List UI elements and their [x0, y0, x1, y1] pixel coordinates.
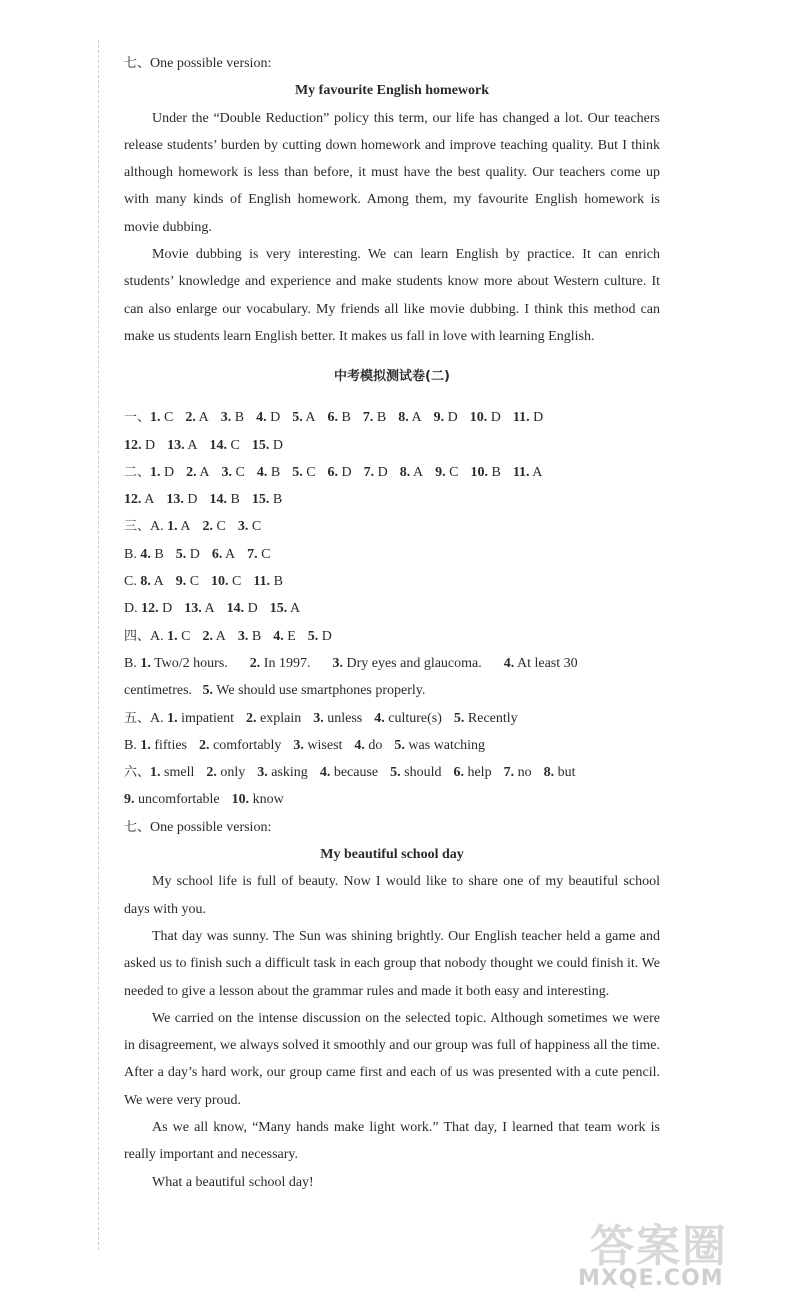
- answer-value: C: [189, 574, 200, 590]
- answer-item: [435, 465, 458, 480]
- answer-value: know: [252, 792, 284, 808]
- answer-item: [332, 656, 481, 671]
- answer-number: 3.: [237, 519, 249, 535]
- essay1-paragraph-1: Under the “Double Reduction” policy this term, our life has changed a lot. Our teachers release students’ burden by cutting down homework and improve teaching quality. But I think although homework is less than before, it must have the best quality. Our teachers come up with many kinds of English homework. Among them, my favourite English homework is movie dubbing.: [124, 110, 660, 235]
- answer-number: 1.: [150, 410, 161, 426]
- answer-value: B: [273, 574, 283, 590]
- answer-number: 5.: [453, 710, 465, 726]
- answer-value: but: [557, 765, 576, 781]
- answers-section-1-row-1: 一、1. C 2. A 3. B 4. D 5. A 6. B 7. B 8. A 9. D 10. D 11. D: [124, 410, 544, 426]
- answer-item: [252, 438, 283, 453]
- answer-value: A: [225, 546, 236, 562]
- answer-number: 11.: [253, 574, 271, 590]
- answer-value: should: [404, 765, 442, 781]
- answer-number: 5.: [390, 765, 401, 781]
- answer-item: [238, 629, 261, 644]
- answer-item: [293, 738, 342, 753]
- answer-number: 8.: [543, 765, 555, 781]
- answer-value: B: [376, 410, 387, 426]
- answer-number: 9.: [175, 574, 187, 590]
- answer-value: only: [220, 765, 246, 781]
- essay2-paragraph-2: That day was sunny. The Sun was shining brightly. Our English teacher held a game and asked us to finish such a difficult task in each group that nobody thought we could finish it. We needed to give a lesson about the grammar rules and made it both easy and interesting.: [124, 928, 660, 999]
- answer-page: [124, 50, 660, 1196]
- answer-value: fifties: [154, 737, 187, 753]
- answer-item: [232, 792, 284, 807]
- answer-value: impatient: [181, 710, 235, 726]
- answer-item: [140, 547, 163, 562]
- answer-value: A: [305, 410, 316, 426]
- answer-value: A: [215, 628, 226, 644]
- answer-item: [470, 465, 500, 480]
- answer-item: [504, 656, 578, 671]
- answer-item: [166, 492, 197, 507]
- answer-item: [504, 765, 532, 780]
- answer-number: 3.: [313, 710, 324, 726]
- answer-item: [246, 711, 301, 726]
- answer-number: 15.: [269, 601, 288, 617]
- answer-item: [124, 438, 155, 453]
- answer-number: 8.: [398, 410, 409, 426]
- answer-item: [328, 410, 351, 425]
- answer-number: 4.: [319, 765, 331, 781]
- answer-value: We should use smartphones properly.: [216, 683, 426, 699]
- answer-number: 6.: [211, 546, 223, 562]
- answer-value: D: [321, 628, 332, 644]
- answer-item: [124, 492, 154, 507]
- answer-number: 4.: [374, 710, 385, 726]
- answer-number: 2.: [249, 655, 261, 671]
- answer-item: [400, 465, 423, 480]
- answer-item: [150, 765, 194, 780]
- answer-number: 7.: [247, 546, 258, 562]
- answer-value: B: [491, 464, 501, 480]
- answer-value: In 1997.: [263, 655, 311, 671]
- answer-item: [227, 601, 258, 616]
- answer-number: 10.: [470, 464, 488, 480]
- answer-number: 5.: [292, 410, 303, 426]
- answer-item: [209, 438, 239, 453]
- answer-number: 1.: [140, 737, 151, 753]
- answer-value: A: [180, 519, 191, 535]
- answer-value: Dry eyes and glaucoma.: [346, 655, 482, 671]
- answer-value: was watching: [408, 737, 486, 753]
- answer-value: culture(s): [388, 710, 442, 726]
- answer-number: 2.: [202, 519, 213, 535]
- answer-number: 1.: [167, 628, 178, 644]
- answer-item: [211, 574, 241, 589]
- answer-number: 8.: [140, 574, 151, 590]
- answer-item: [513, 465, 543, 480]
- answer-value: D: [447, 410, 458, 426]
- answer-item: [257, 465, 280, 480]
- answer-value: D: [164, 464, 175, 480]
- answers-section-6-row-2: [124, 786, 660, 813]
- answer-value: B: [154, 546, 164, 562]
- answer-value: no: [517, 765, 532, 781]
- answer-item: [390, 765, 441, 780]
- answer-number: 1.: [150, 464, 161, 480]
- answer-item: [222, 465, 245, 480]
- answer-item: [140, 656, 227, 671]
- watermark-top-text: 答案圈: [590, 1221, 728, 1272]
- answer-number: 3.: [257, 765, 268, 781]
- answer-item: [453, 765, 491, 780]
- answer-value: A: [289, 601, 301, 617]
- answer-number: 15.: [251, 437, 270, 453]
- answer-value: help: [467, 765, 492, 781]
- answer-number: 3.: [293, 737, 304, 753]
- answer-item: [363, 410, 386, 425]
- answers-section-5-part-a: 五、A. 1. impatient 2. explain 3. unless 4. culture(s) 5. Recently: [124, 710, 518, 726]
- answer-item: [247, 547, 270, 562]
- answer-number: 6.: [327, 410, 339, 426]
- answer-item: [513, 410, 543, 425]
- answer-number: 7.: [363, 464, 375, 480]
- answer-item: [470, 410, 501, 425]
- exam-title: 中考模拟测试卷(二): [334, 369, 450, 385]
- answer-value: D: [341, 464, 352, 480]
- answer-number: 3.: [220, 410, 232, 426]
- answer-value: D: [145, 437, 156, 453]
- answer-item: [203, 519, 226, 534]
- answer-number: 7.: [503, 765, 515, 781]
- essay2-paragraph-4: As we all know, “Many hands make light work.” That day, I learned that team work is really important and necessary.: [124, 1119, 660, 1163]
- answer-item: [140, 738, 187, 753]
- answer-item: [176, 574, 199, 589]
- answer-number: 1.: [150, 765, 161, 781]
- answer-item: [308, 629, 332, 644]
- answers-section-2-row-2: [124, 486, 660, 513]
- answer-item: [398, 410, 421, 425]
- answer-number: 14.: [209, 492, 227, 508]
- section-seven-heading: 七、One possible version:: [124, 56, 272, 71]
- answer-value: uncomfortable: [138, 792, 220, 808]
- answer-value: C: [216, 519, 226, 535]
- answer-number: 6.: [327, 464, 339, 480]
- answer-value: D: [270, 410, 281, 426]
- answer-value: comfortably: [213, 737, 282, 753]
- binding-margin-line: [98, 40, 99, 1250]
- answer-item: [212, 547, 235, 562]
- answer-value: B: [234, 410, 245, 426]
- answer-value: B: [270, 464, 281, 480]
- answer-item: [184, 601, 214, 616]
- essay2-paragraph-1: My school life is full of beauty. Now I would like to share one of my beautiful school days with you.: [124, 874, 660, 917]
- answer-number: 4.: [354, 737, 365, 753]
- answer-number: 2.: [199, 737, 210, 753]
- answer-number: 5.: [292, 464, 303, 480]
- answers-section-1-row-2: [124, 432, 660, 459]
- answer-value: do: [368, 737, 383, 753]
- answer-number: 7.: [362, 410, 374, 426]
- answer-value: D: [187, 492, 198, 508]
- answer-value: B: [230, 492, 240, 508]
- answer-number: 11.: [512, 410, 530, 426]
- answer-item: [206, 765, 245, 780]
- answers-section-6-row-1: 六、1. smell 2. only 3. asking 4. because 5. should 6. help 7. no 8. but: [124, 765, 576, 781]
- answer-value: A: [153, 574, 164, 590]
- answer-number: 14.: [209, 437, 227, 453]
- answer-item: [167, 438, 197, 453]
- answer-value: D: [377, 464, 388, 480]
- answer-number: 4.: [273, 628, 284, 644]
- answers-section-4-part-b-row-1: B. 1. Two/2 hours. 2. In 1997. 3. Dry eyes and glaucoma. 4. At least 30: [124, 655, 578, 671]
- answers-section-3-part-c: C. 8. A 9. C 10. C 11. B: [124, 574, 283, 590]
- answer-number: 9.: [433, 410, 445, 426]
- answer-number: 15.: [251, 492, 270, 508]
- answer-number: 2.: [246, 710, 257, 726]
- answer-number: 5.: [175, 546, 187, 562]
- answer-value: B: [341, 410, 351, 426]
- answer-item: [202, 629, 225, 644]
- answer-value: C: [230, 437, 240, 453]
- answer-item: [176, 547, 200, 562]
- answer-value: A: [204, 601, 215, 617]
- answer-item: [199, 738, 281, 753]
- answer-number: 10.: [211, 574, 229, 590]
- answer-item: [292, 465, 315, 480]
- answers-section-3-part-a: 三、A. 1. A 2. C 3. C: [124, 519, 262, 535]
- answer-value: C: [232, 574, 242, 590]
- answer-item: [209, 492, 239, 507]
- watermark-bottom-text: MXQE.COM: [578, 1266, 724, 1291]
- answer-number: 12.: [141, 601, 159, 617]
- answer-item: [354, 738, 382, 753]
- answer-item: [454, 711, 518, 726]
- answer-number: 3.: [237, 628, 249, 644]
- answer-item: [167, 519, 190, 534]
- answer-item: [544, 765, 576, 780]
- answer-item: [238, 519, 261, 534]
- answer-number: 4.: [256, 464, 268, 480]
- answer-number: 4.: [256, 410, 267, 426]
- answer-item: [313, 711, 362, 726]
- answer-value: C: [164, 410, 174, 426]
- answer-item: [257, 765, 308, 780]
- answer-number: 9.: [124, 792, 135, 808]
- answer-item: [221, 410, 244, 425]
- answers-section-3-part-d: D. 12. D 13. A 14. D 15. A: [124, 601, 301, 617]
- answer-value: E: [287, 628, 296, 644]
- answer-number: 1.: [167, 710, 178, 726]
- answers-section-5-part-b: B. 1. fifties 2. comfortably 3. wisest 4. do 5. was watching: [124, 737, 486, 753]
- answer-item: [186, 465, 209, 480]
- answer-value: D: [162, 601, 173, 617]
- answers-section-3-part-b: B. 4. B 5. D 6. A 7. C: [124, 546, 271, 562]
- answer-number: 5.: [394, 737, 405, 753]
- answer-item: [150, 410, 173, 425]
- answer-number: 5.: [307, 628, 319, 644]
- answer-number: 14.: [226, 601, 245, 617]
- answer-value: D: [533, 410, 544, 426]
- answer-item: [253, 574, 283, 589]
- answer-item: [320, 765, 378, 780]
- answer-item: [394, 738, 485, 753]
- essay1-paragraph-2: Movie dubbing is very interesting. We can learn English by practice. It can enrich students’ knowledge and experience and make students know more about Western culture. It can also enlarge our vocabulary. My friends all like movie dubbing. I think this method can make us students learn English better. It makes us fall in love with learning English.: [124, 247, 660, 344]
- answer-value: B: [251, 628, 262, 644]
- answers-section-4-part-b-row-2: centimetres. 5. We should use smartphones properly.: [124, 683, 426, 699]
- answer-item: [252, 492, 282, 507]
- answer-number: 10.: [231, 792, 250, 808]
- answer-item: [292, 410, 315, 425]
- answer-number: 4.: [503, 655, 515, 671]
- answer-number: 2.: [185, 410, 196, 426]
- answer-number: 3.: [332, 655, 343, 671]
- answer-number: 12.: [124, 492, 142, 508]
- answer-value: A: [198, 410, 209, 426]
- answer-value: smell: [164, 765, 195, 781]
- answer-value: C: [235, 464, 245, 480]
- answer-number: 6.: [453, 765, 464, 781]
- answer-item: [167, 711, 234, 726]
- answer-value: D: [490, 410, 501, 426]
- answer-number: 13.: [167, 437, 185, 453]
- answer-value: wisest: [307, 737, 343, 753]
- answer-value: A: [413, 464, 424, 480]
- answer-value: Two/2 hours.: [154, 655, 228, 671]
- answer-number: 10.: [469, 410, 488, 426]
- answer-item: [150, 465, 174, 480]
- answer-value: A: [199, 464, 210, 480]
- answer-item: [374, 711, 442, 726]
- answer-number: 2.: [202, 628, 213, 644]
- answer-number: 12.: [124, 437, 142, 453]
- answer-item: [273, 629, 296, 644]
- answer-item: [256, 410, 280, 425]
- answer-number: 3.: [221, 464, 232, 480]
- answer-item: [124, 792, 220, 807]
- answer-number: 5.: [202, 683, 214, 699]
- answer-number: 8.: [399, 464, 411, 480]
- site-watermark-logo: [578, 1210, 778, 1300]
- answer-value: Recently: [467, 710, 518, 726]
- answer-value: C: [306, 464, 316, 480]
- answer-value: C: [261, 546, 271, 562]
- answer-item: [328, 465, 352, 480]
- answer-item: [364, 465, 388, 480]
- answer-value: B: [272, 492, 283, 508]
- answer-value: C: [251, 519, 262, 535]
- answer-value: A: [532, 464, 543, 480]
- answer-value: D: [272, 437, 283, 453]
- answer-number: 9.: [435, 464, 446, 480]
- answers-section-2-row-1: 二、1. D 2. A 3. C 4. B 5. C 6. D 7. D 8. A 9. C 10. B 11. A: [124, 464, 543, 480]
- answer-number: 2.: [206, 765, 217, 781]
- answer-value: because: [333, 765, 379, 781]
- answer-number: 11.: [512, 464, 530, 480]
- answer-item: [203, 683, 426, 698]
- section-seven-heading-2: 七、One possible version:: [124, 819, 272, 835]
- answer-value: A: [187, 437, 198, 453]
- answer-number: 1.: [140, 655, 151, 671]
- essay2-paragraph-3: We carried on the intense discussion on the selected topic. Although sometimes we were in disagreement, we always solved it smoothly and our group was full of happiness all the time. After a day’s hard work, our group came first and each of us was presented with a cute pencil. We were very proud.: [124, 1010, 660, 1108]
- answer-item: [140, 574, 163, 589]
- answer-item: [141, 601, 172, 616]
- answer-number: 1.: [167, 519, 178, 535]
- answer-item: [250, 656, 311, 671]
- answer-item: [185, 410, 208, 425]
- answer-number: 4.: [140, 546, 151, 562]
- answer-value: asking: [271, 765, 308, 781]
- essay2-title: My beautiful school day: [320, 847, 464, 863]
- answer-value: At least 30: [516, 655, 578, 671]
- answer-item: [167, 629, 190, 644]
- answer-value: D: [247, 601, 258, 617]
- answer-value: unless: [327, 710, 363, 726]
- answers-section-4-part-a: 四、A. 1. C 2. A 3. B 4. E 5. D: [124, 628, 332, 644]
- answer-item: [270, 601, 300, 616]
- answer-value: D: [189, 546, 200, 562]
- answer-value: A: [144, 492, 155, 508]
- answer-number: 13.: [184, 601, 202, 617]
- answer-value: A: [411, 410, 422, 426]
- answer-item: [434, 410, 458, 425]
- essay1-title: My favourite English homework: [294, 83, 490, 99]
- essay2-paragraph-5: What a beautiful school day!: [152, 1174, 314, 1190]
- answer-value: explain: [260, 710, 302, 726]
- answer-value: C: [449, 464, 459, 480]
- answer-value: C: [181, 628, 191, 644]
- answer-number: 13.: [166, 492, 184, 508]
- answer-number: 2.: [186, 464, 197, 480]
